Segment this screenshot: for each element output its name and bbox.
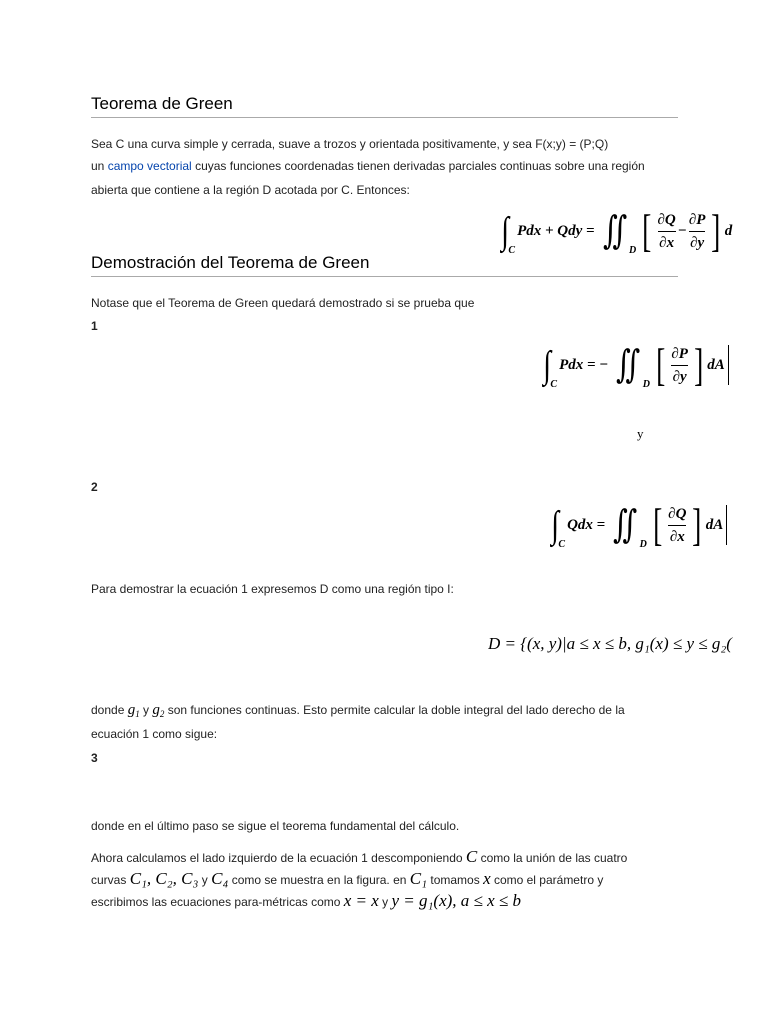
subscript: 1 xyxy=(135,709,140,719)
fraction-dq-dx xyxy=(658,210,676,253)
integral-subscript: C xyxy=(508,245,516,256)
paragraph-line xyxy=(91,890,521,913)
text-span: y xyxy=(198,873,212,887)
text-span: y xyxy=(378,895,392,909)
text-span: como la unión de las cuatro xyxy=(477,851,628,865)
text-span: curvas xyxy=(91,873,130,887)
text-span: tomamos xyxy=(427,873,484,887)
region-d-formula: D = {(x, y)|a ≤ x ≤ b, g₁(x) ≤ y ≤ g₂( xyxy=(488,634,732,653)
heading-rule xyxy=(91,276,678,277)
text-span: donde xyxy=(91,703,128,717)
right-bracket: ] xyxy=(711,206,721,256)
section-heading-green: Teorema de Green xyxy=(91,94,233,113)
formula-lhs: Qdx = xyxy=(567,516,606,533)
formula-tail: dA xyxy=(707,356,725,373)
g2-symbol xyxy=(152,702,164,718)
formula-edge-line xyxy=(728,345,729,385)
left-bracket: [ xyxy=(652,500,663,550)
numerator: ∂P xyxy=(671,345,688,362)
equation-2-formula xyxy=(550,500,750,550)
paragraph-line: ecuación 1 como sigue: xyxy=(91,727,218,741)
right-bracket: ] xyxy=(693,340,704,390)
double-integral-subscript: D xyxy=(628,245,637,256)
text-span: como se muestra en la figura. en xyxy=(228,873,410,887)
text-span: un xyxy=(91,159,108,173)
text-span: cuyas funciones coordenadas tienen derivadas parciales continuas sobre una región xyxy=(191,159,645,173)
double-integral-sign: ∬ xyxy=(613,504,638,546)
parametric-x-equation: x = x xyxy=(343,891,379,910)
text-span: son funciones continuas. Esto permite calcular la doble integral del lado derecho de la xyxy=(164,703,625,717)
numerator: ∂Q xyxy=(668,505,687,522)
fraction-dq-dx xyxy=(668,504,686,547)
denominator: ∂y xyxy=(672,368,687,385)
paragraph-line xyxy=(91,868,603,891)
green-theorem-formula xyxy=(500,206,768,256)
equation-label-1: 1 xyxy=(91,319,98,333)
paragraph-line xyxy=(91,699,625,725)
left-bracket: [ xyxy=(656,340,666,390)
numerator: ∂Q xyxy=(657,211,676,228)
paragraph-line xyxy=(91,155,645,177)
paragraph-line: Para demostrar la ecuación 1 expresemos D como una región tipo I: xyxy=(91,582,454,596)
section-heading-demostracion: Demostración del Teorema de Green xyxy=(91,253,370,272)
curve-c1-symbol: C₁ xyxy=(409,869,428,888)
g1-symbol xyxy=(128,702,140,718)
subscript: 2 xyxy=(159,709,165,719)
curves-c1-c3-symbol: C₁, C₂, C₃ xyxy=(129,869,199,888)
integral-sign: ∫ xyxy=(501,210,510,252)
equation-label-2: 2 xyxy=(91,480,98,494)
heading-rule xyxy=(91,117,678,118)
paragraph-line: abierta que contiene a la región D acotada por C. Entonces: xyxy=(91,183,410,197)
minus-sign: − xyxy=(677,222,687,239)
paragraph-line: donde en el último paso se sigue el teorema fundamental del cálculo. xyxy=(91,819,460,833)
x-symbol: x xyxy=(483,869,491,888)
g-letter: g xyxy=(152,702,160,718)
integral-sign: ∫ xyxy=(543,344,552,386)
paragraph-line: Sea C una curva simple y cerrada, suave a trozos y orientada positivamente, y sea F(x;y) = (P;Q) xyxy=(91,137,609,151)
integral-subscript: C xyxy=(550,379,558,390)
formula-lhs: Pdx = − xyxy=(559,356,609,373)
denominator: ∂x xyxy=(659,234,675,251)
g-letter: g xyxy=(127,702,136,718)
denominator: ∂y xyxy=(690,234,705,251)
connector-y: y xyxy=(637,426,644,441)
double-integral-subscript: D xyxy=(642,379,650,390)
formula-edge-line xyxy=(726,505,727,545)
text-span: escribimos las ecuaciones para-métricas como xyxy=(91,895,344,909)
paragraph-line: Notase que el Teorema de Green quedará demostrado si se prueba que xyxy=(91,296,475,310)
text-span: Ahora calculamos el lado izquierdo de la ecuación 1 descomponiendo xyxy=(91,851,466,865)
campo-vectorial-link[interactable]: campo vectorial xyxy=(107,159,192,173)
fraction-dp-dy xyxy=(689,210,706,253)
integral-sign: ∫ xyxy=(551,504,560,546)
formula-tail: d xyxy=(724,222,733,239)
text-span: como el parámetro y xyxy=(490,873,604,887)
curve-c-symbol: C xyxy=(465,847,478,866)
double-integral-sign: ∬ xyxy=(602,210,627,252)
text-span: y xyxy=(139,703,153,717)
double-integral-subscript: D xyxy=(639,539,647,550)
left-bracket: [ xyxy=(642,206,652,256)
denominator: ∂x xyxy=(669,528,685,545)
formula-lhs: Pdx + Qdy = xyxy=(517,222,595,239)
equation-label-3: 3 xyxy=(91,751,98,765)
equation-1-formula xyxy=(542,340,752,390)
fraction-dp-dy xyxy=(671,344,688,387)
double-integral-sign: ∬ xyxy=(616,344,641,386)
right-bracket: ] xyxy=(692,500,702,550)
numerator: ∂P xyxy=(688,211,706,228)
integral-subscript: C xyxy=(558,539,566,550)
curve-c4-symbol: C₄ xyxy=(211,869,229,888)
formula-tail: dA xyxy=(705,516,724,533)
paragraph-line xyxy=(91,846,627,869)
parametric-y-equation: y = g₁(x), a ≤ x ≤ b xyxy=(391,891,522,910)
